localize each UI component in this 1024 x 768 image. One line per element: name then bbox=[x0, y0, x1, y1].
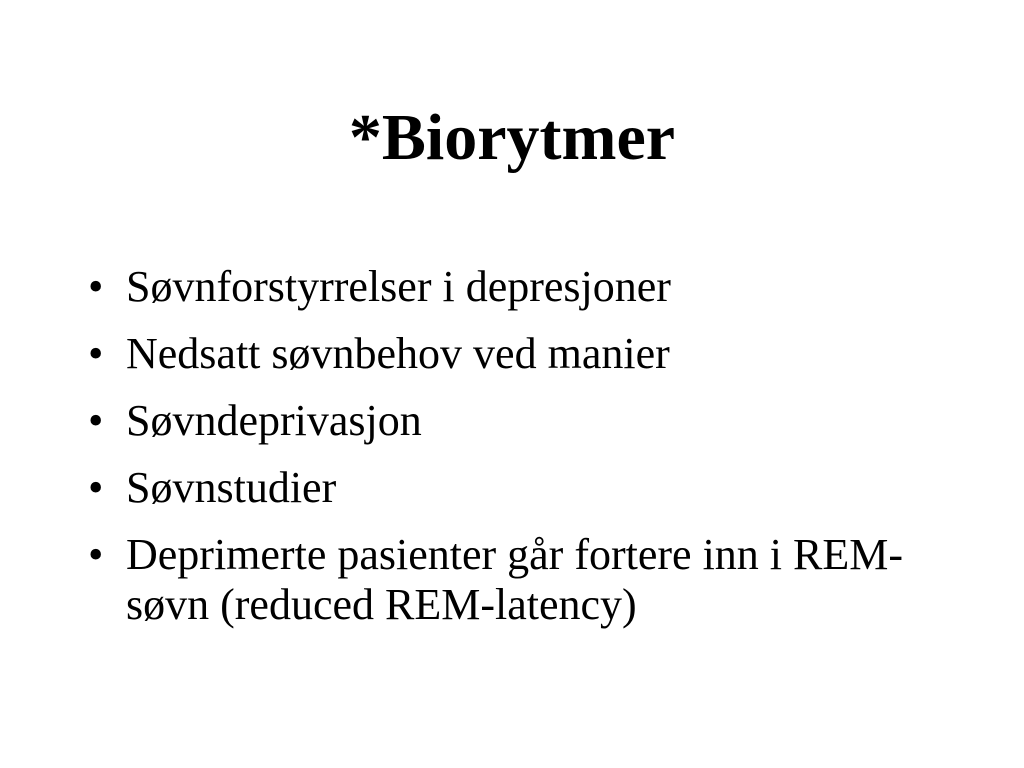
bullet-list bbox=[88, 262, 968, 647]
bullet-icon: • bbox=[88, 396, 104, 445]
bullet-text: Søvnforstyrrelser i depresjoner bbox=[126, 262, 671, 311]
bullet-text: Deprimerte pasienter går fortere inn i REM-søvn (reduced REM-latency) bbox=[126, 530, 904, 629]
bullet-text: Nedsatt søvnbehov ved manier bbox=[126, 329, 670, 378]
slide-title: *Biorytmer bbox=[348, 101, 676, 174]
bullet-icon: • bbox=[88, 530, 104, 579]
bullet-text: Søvnstudier bbox=[126, 463, 337, 512]
bullet-icon: • bbox=[88, 463, 104, 512]
bullet-item-sleep-disorders bbox=[88, 262, 968, 312]
bullet-item-sleep-studies bbox=[88, 463, 968, 513]
bullet-item-sleep-deprivation bbox=[88, 396, 968, 446]
bullet-item-reduced-sleep-need bbox=[88, 329, 968, 379]
bullet-icon: • bbox=[88, 329, 104, 378]
bullet-text: Søvndeprivasjon bbox=[126, 396, 422, 445]
bullet-item-rem-latency bbox=[88, 530, 968, 630]
bullet-icon: • bbox=[88, 262, 104, 311]
